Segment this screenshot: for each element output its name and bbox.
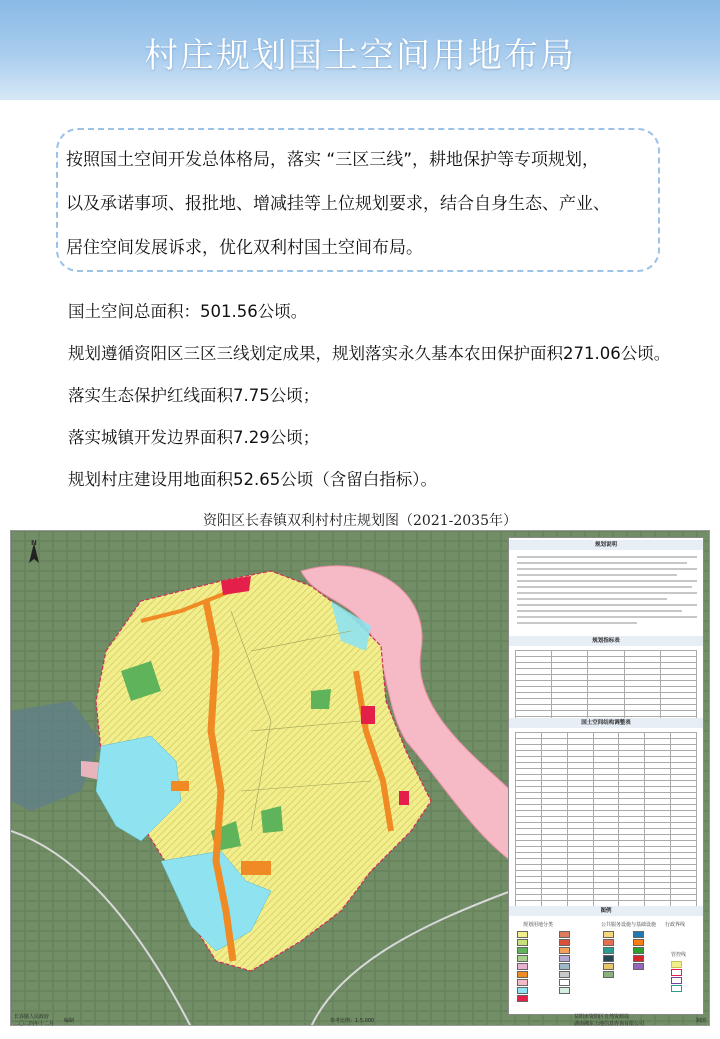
footer-left-suffix: 编制 — [64, 1018, 75, 1024]
footer-company: 湖南湘东土地信息咨询有限公司 — [574, 1021, 645, 1027]
stats-list — [68, 300, 708, 510]
indicators-table — [515, 650, 697, 723]
notes-heading: 规划说明 — [509, 540, 703, 550]
north-label: N — [31, 539, 37, 547]
footer-right — [574, 1013, 644, 1027]
legend-facilities-title: 公共服务设施与基础设施 — [601, 922, 657, 928]
header-banner — [0, 0, 720, 100]
legend-boundaries-title: 行政界线 — [665, 922, 686, 928]
legend-grid — [515, 921, 697, 1011]
footer-left — [14, 1013, 54, 1027]
footer-org: 长春镇人民政府 — [14, 1014, 50, 1020]
legend-panel — [508, 537, 704, 1015]
intro-line: 按照国土空间开发总体格局，落实 “三区三线”，耕地保护等专项规划， — [66, 150, 600, 170]
legend-control-title: 管控线 — [671, 952, 687, 958]
footer-bureau: 益阳市资阳区自然资源局 — [574, 1014, 630, 1020]
footer-right-suffix: 制图 — [696, 1018, 707, 1024]
intro-text — [66, 138, 658, 270]
structure-table — [515, 732, 697, 907]
stat-urban-boundary: 落实城镇开发边界面积7.29公顷； — [68, 428, 320, 447]
stat-eco-redline: 落实生态保护红线面积7.75公顷； — [68, 386, 320, 405]
stat-village-construction: 规划村庄建设用地面积52.65公顷（含留白指标）。 — [68, 470, 437, 489]
intro-line: 以及承诺事项、报批地、增减挂等上位规划要求，结合自身生态、产业、 — [66, 194, 610, 214]
stat-farmland: 规划遵循资阳区三区三线划定成果，规划落实永久基本农田保护面积271.06公顷。 — [68, 344, 671, 363]
footer-scale: 参考比例：1:5,000 — [330, 1018, 375, 1024]
structure-heading: 国土空间结构调整表 — [509, 718, 703, 728]
legend-heading: 图例 — [509, 906, 703, 916]
intro-line: 居住空间发展诉求，优化双利村国土空间布局。 — [66, 238, 423, 258]
stat-total-area: 国土空间总面积：501.56公顷。 — [68, 302, 308, 321]
footer-date: 二〇二四年十二月 — [14, 1021, 55, 1027]
map-title: 资阳区长春镇双利村村庄规划图（2021-2035年） — [203, 513, 517, 529]
page-title: 村庄规划国土空间用地布局 — [144, 36, 576, 76]
indicators-heading: 规划指标表 — [509, 636, 703, 646]
legend-landuse-title: 规划用地分类 — [523, 922, 554, 928]
